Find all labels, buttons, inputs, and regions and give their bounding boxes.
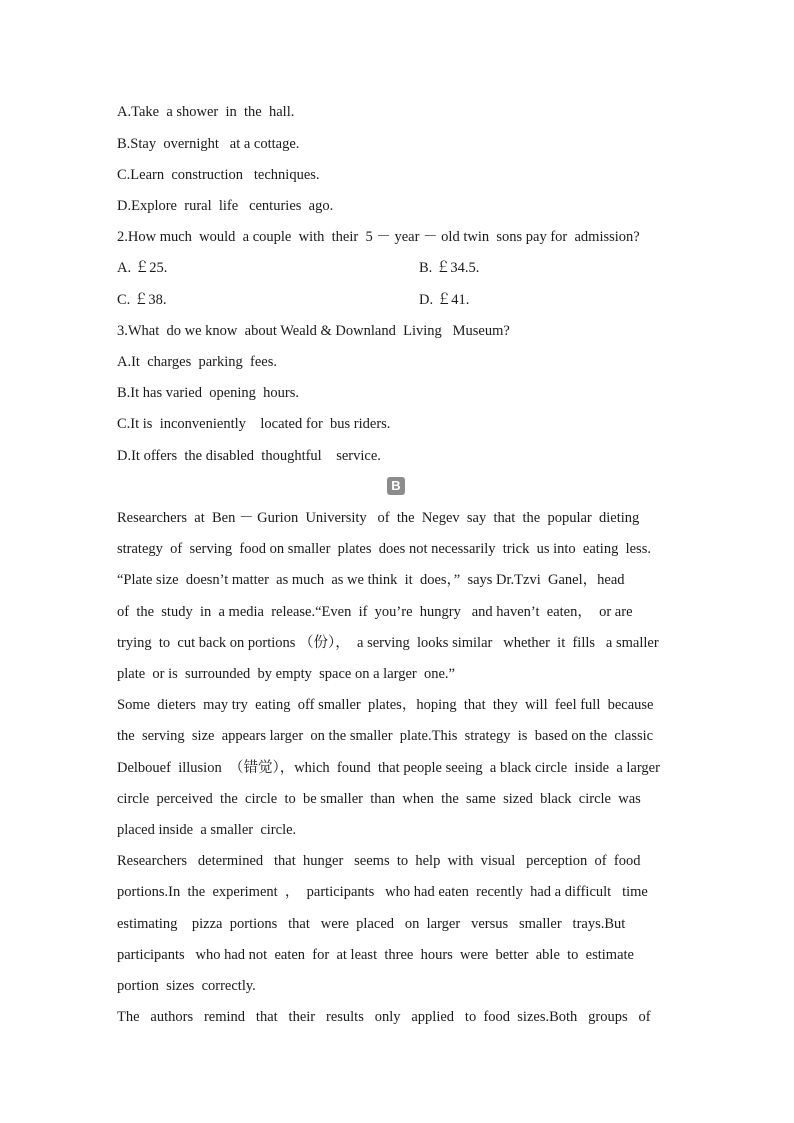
passage-line: placed inside a smaller circle. xyxy=(117,822,297,838)
q1-option-b: B.Stay overnight at a cottage. xyxy=(117,136,300,152)
passage-line: portions.In the experiment ， participants who had eaten recently had a difficult time xyxy=(117,884,648,900)
passage-line: portion sizes correctly. xyxy=(117,978,256,994)
q3-option-d: D.It offers the disabled thoughtful service. xyxy=(117,448,381,464)
passage-line: Some dieters may try eating off smaller plates，hoping that they will feel full because xyxy=(117,697,654,713)
passage-line: strategy of serving food on smaller plates does not necessarily trick us into eating less. xyxy=(117,541,651,557)
passage-line: “Plate size doesn’t matter as much as we think it does，” says Dr.Tzvi Ganel，head xyxy=(117,572,625,588)
passage-line: plate or is surrounded by empty space on a larger one.” xyxy=(117,666,455,682)
passage-line: The authors remind that their results only applied to food sizes.Both groups of xyxy=(117,1009,651,1025)
q1-option-a: A.Take a shower in the hall. xyxy=(117,104,295,120)
q3-option-c: C.It is inconveniently located for bus riders. xyxy=(117,416,391,432)
q1-option-c: C.Learn construction techniques. xyxy=(117,167,320,183)
q1-option-d: D.Explore rural life centuries ago. xyxy=(117,198,334,214)
passage-line: trying to cut back on portions （份）， a serving looks similar whether it fills a smaller xyxy=(117,635,659,651)
q2-option-a: A. ￡25. xyxy=(117,260,168,276)
q3-option-b: B.It has varied opening hours. xyxy=(117,385,300,401)
passage-line: Researchers determined that hunger seems to help with visual perception of food xyxy=(117,853,641,869)
section-badge: B xyxy=(387,477,405,495)
q3-option-a: A.It charges parking fees. xyxy=(117,354,277,370)
q2-option-b: B. ￡34.5. xyxy=(419,260,480,276)
passage-line: the serving size appears larger on the smaller plate.This strategy is based on the classic xyxy=(117,728,654,744)
passage-line: estimating pizza portions that were placed on larger versus smaller trays.But xyxy=(117,916,626,932)
passage-line: of the study in a media release.“Even if you’re hungry and haven’t eaten， or are xyxy=(117,604,633,620)
passage-line: Delbouef illusion （错觉），which found that people seeing a black circle inside a larger xyxy=(117,760,660,776)
q3-stem: 3.What do we know about Weald & Downland Living Museum? xyxy=(117,323,510,339)
q2-stem: 2.How much would a couple with their 5 － year － old twin sons pay for admission? xyxy=(117,229,640,245)
passage-line: circle perceived the circle to be smaller than when the same sized black circle was xyxy=(117,791,641,807)
passage-line: participants who had not eaten for at least three hours were better able to estimate xyxy=(117,947,634,963)
q2-option-d: D. ￡41. xyxy=(419,292,470,308)
q2-option-c: C. ￡38. xyxy=(117,292,167,308)
passage-line: Researchers at Ben － Gurion University of the Negev say that the popular dieting xyxy=(117,510,640,526)
